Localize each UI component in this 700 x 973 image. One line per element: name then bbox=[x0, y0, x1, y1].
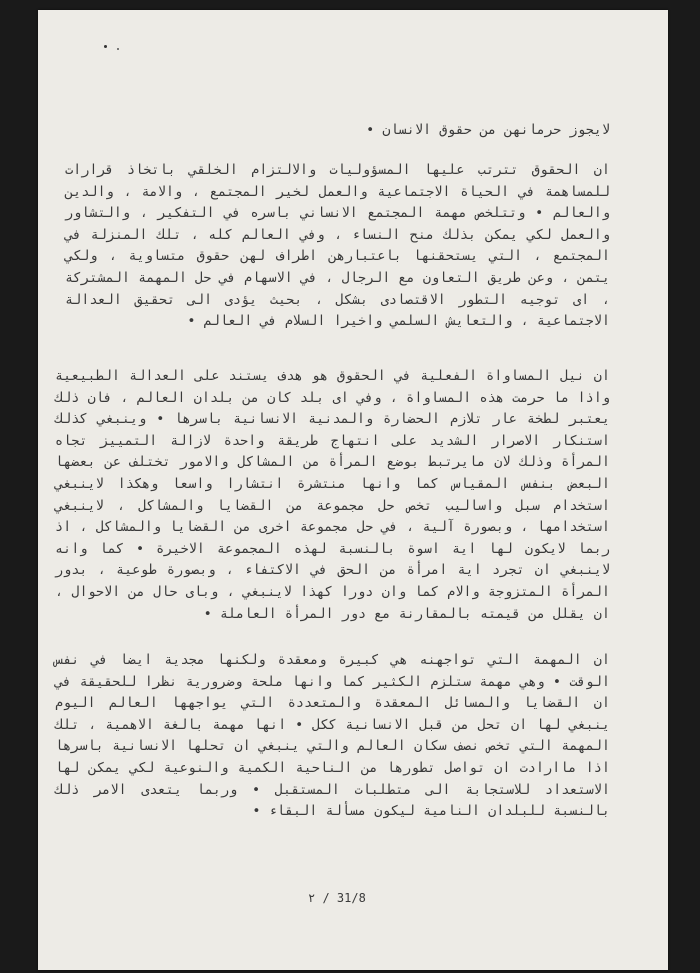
paragraph-equality: ان نيل المساواة الفعلية في الحقوق هو هدف يستند على العدالة الطبيعية واذا ما حرمت هذه المساواة ، وفي اى بلد كان من بلدان العالم ، فان ذلك يعتبر لطخة عار تلازم الحضارة والمدنية الانسانية باسرها • وينبغي كذلك استنكار الاصرار الشديد على انتهاج طريقة واحدة لازالة التمييز تجاه المرأة وذلك لان مايرتبط بوضع المرأة من المشاكل والامور تختلف عن بعضها البعض بنفس المقياس كما وانها منتشرة انتشارا واسعا وهكذا لاينبغي استخدام سبل واساليب تخص حل مجموعة من القضايا والمشاكل ، لاينبغي استخدامها ، وبصورة آلية ، في حل مجموعة اخرى من القضايا والمشاكل ، اذ ربما لايكون لها اية اسوة بالنسبة لهذه المجموعة الاخيرة • كما وانه لاينبغي ان تجرد اية امرأة من الحق في الاكتفاء ، وبصورة طوعية ، بدور المرأة المتزوجة والام كما وان دورا كهذا لاينبغي ، وباى حال من الاحوال ، ان يقلل من قيمته بالمقارنة مع دور المرأة العاملة • bbox=[55, 368, 610, 622]
ink-dot bbox=[117, 48, 119, 50]
paragraph-task: ان المهمة التي تواجهنه هي كبيرة ومعقدة ولكنها مجدية ايضا في نفس الوقت • وهي مهمة ستلزم الكثير كما وانها ملحة وضرورية نظرا للحقيقة في ان القضايا والمسائل المعقدة والمتعددة التي يواجهها العالم اليوم ينبغي لها ان تحل من قبل الانسانية ككل • انها مهمة بالغة الاهمية ، تلك المهمة التي تخص نصف سكان العالم والتي ينبغي ان تحلها الانسانية باسرها اذا ماارادت ان تواصل تطورها من الناحية الكمية والنوعية لكي يمكن لها الاستعداد للاستجابة الى متطلبات المستقبل • وربما يتعدى الامر ذلك بالنسبة للبلدان النامية ليكون مسألة البقاء • bbox=[55, 652, 610, 820]
paragraph-rights-responsibilities: ان الحقوق تترتب عليها المسؤوليات والالتزام الخلقي باتخاذ قرارات للمساهمة في الحياة الاجتماعية والعمل لخير المجتمع ، والامة ، والدين والعالم • وتتلخص مهمة المجتمع الانساني باسره في التفكير ، والتشاور والعمل لكي يمكن بذلك منح النساء ، وفي العالم كله ، تلك المنزلة في المجتمع ، التي يستحقنها باعتبارهن اطراف لهن حقوق متساوية ، ولكي يتمن ، وعن طريق التعاون مع الرجال ، في الاسهام في حل المهمة المشتركة ، اى توجيه التطور الاقتصادى بشكل ، بحيث يؤدى الى تحقيق العدالة الاجتماعية ، والتعايش السلمي واخيرا السلام في العالم • bbox=[65, 162, 610, 330]
document-page bbox=[38, 10, 668, 970]
ink-dot bbox=[104, 45, 107, 48]
document-title: لايجوز حرمانهن من حقوق الانسان • bbox=[366, 122, 610, 138]
page-reference: ٢ / 31/8 bbox=[308, 891, 366, 905]
